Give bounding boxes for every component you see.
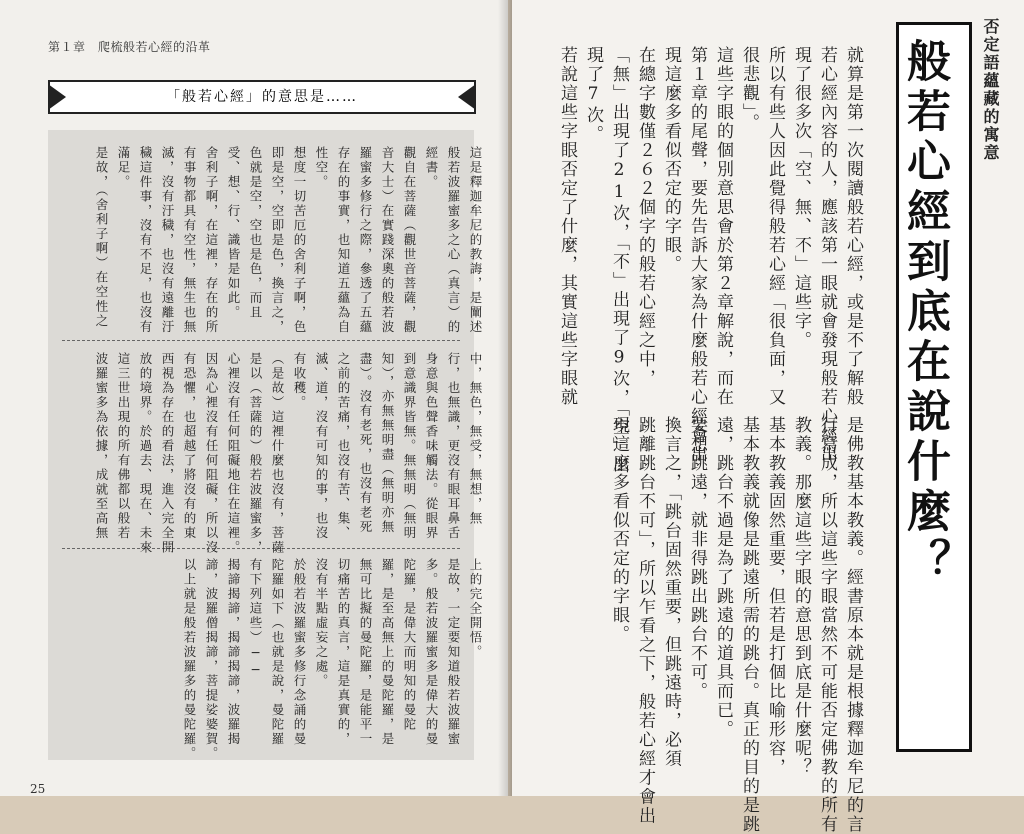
- left-page: [0, 0, 508, 796]
- page-number: 25: [30, 782, 46, 796]
- chapter-header: 第１章 爬梳般若心經的沿革: [48, 40, 211, 54]
- page-title: 般若心經到底在說什麼？: [899, 38, 950, 588]
- body-text-upper: 就算是第一次閱讀般若心經，或是不了解般 若心經內容的人，應該第一眼就會發現般若心經出 現了很多次「空、無、不」這些字。 所以有些人因此覺得般若心經「很負面，又 很悲觀」。 這些字眼的個別意思會於第２章解說，而在 第１章的尾聲，要先告訴大家為什麼般若心經會出 現這麼多看似否定的字眼。 在總字數僅２６２個字的般若心經之中， 「無」出現了21次，「不」出現了9次，「空」出 現了7次。 若說這些字眼否定了什麼，其實這些字眼就: [557, 46, 863, 475]
- sutra-text-block-1: 這是釋迦牟尼的教誨，是闡述 般若波羅蜜多之心（真言）的 經書。 觀自在菩薩（觀世音菩薩，觀 音大士）在實踐深奧的般若波 羅蜜多修行之際，參透了五蘊 存在的事實，也知道五蘊為自 性空。 想度一切苦厄的舍利子啊，色 即是空，空即是色，換言之， 色就是空，空也是色，而且 受、想、行、識皆是如此。 舍利子啊，在這裡，存在的所 有事物都具有空性，無生也無 滅，沒有汙穢，也沒有遠離汙 穢這件事，沒有不足，也沒有 滿足。 是故，（舍利子啊）在空性之: [94, 146, 483, 335]
- banner-arrow-right-icon: [458, 84, 476, 110]
- dashed-divider: [62, 340, 460, 341]
- sutra-text-block-3: 上的完全開悟。 是故，一定要知道般若波羅蜜 多。般若波羅蜜多是偉大的曼 陀羅，是偉大而明知的曼陀 羅，是至高無上的曼陀羅，是 無可比擬的曼陀羅，是能平一 切痛苦的真言，這是真實的， 沒有半點虛妄之處。 於般若波羅蜜多修行念誦的曼 陀羅如下（也就是說，曼陀羅 有下列這些）── 揭諦揭諦，揭諦揭諦，波羅揭 諦，波羅僧揭諦，菩提娑婆賀。 以上就是般若波羅多的曼陀羅。: [182, 558, 483, 761]
- right-page: [512, 0, 1024, 834]
- banner-arrow-left-icon: [48, 84, 66, 110]
- sutra-text-block-2: 中，無色，無受，無想，無 行，也無識，更沒有眼耳鼻舌 身意與色聲香味觸法。從眼界 到意識界皆無。無無明（無明 知），亦無無明盡（無明亦無 盡）。沒有老死，也沒有老死 之前的苦痛，也沒有苦、集、 滅、道，沒有可知的事，也沒 有收穫。 （是故）這裡什麼也沒有，菩薩 是以（菩薩的）般若波羅蜜多， 心裡沒有任何阻礙地住在這裡。 因為心裡沒有任何阻礙，所以沒 有恐懼，也超越了將沒有的東 西視為存在的看法，進入完全開 放的境界。於過去、現在、未來 這三世出現的所有佛都以般若 波羅蜜多為依據，成就至高無: [94, 352, 483, 555]
- side-tag: 否定語蘊藏的寓意: [981, 18, 1000, 162]
- section-title: 「般若心經」的意思是……: [166, 89, 358, 105]
- body-text-lower: 是佛教基本教義。經書原本就是根據釋迦牟尼的言 行寫成，所以這些字眼當然不可能否定佛教的所有 教義。那麼這些字眼的意思到底是什麼呢？ 基本教義固然重要，但若是打個比喻形容， 基本教義就像是跳遠所需的跳台。真正的目的是跳 遠，跳台不過是為了跳遠的道具而已。 要想跳遠，就非得跳出跳台不可。 換言之，「跳台固然重要，但跳遠時，必須 跳離跳台不可」，所以乍看之下，般若心經才會出 現這麼多看似否定的字眼。: [609, 416, 863, 834]
- section-banner: [48, 80, 476, 114]
